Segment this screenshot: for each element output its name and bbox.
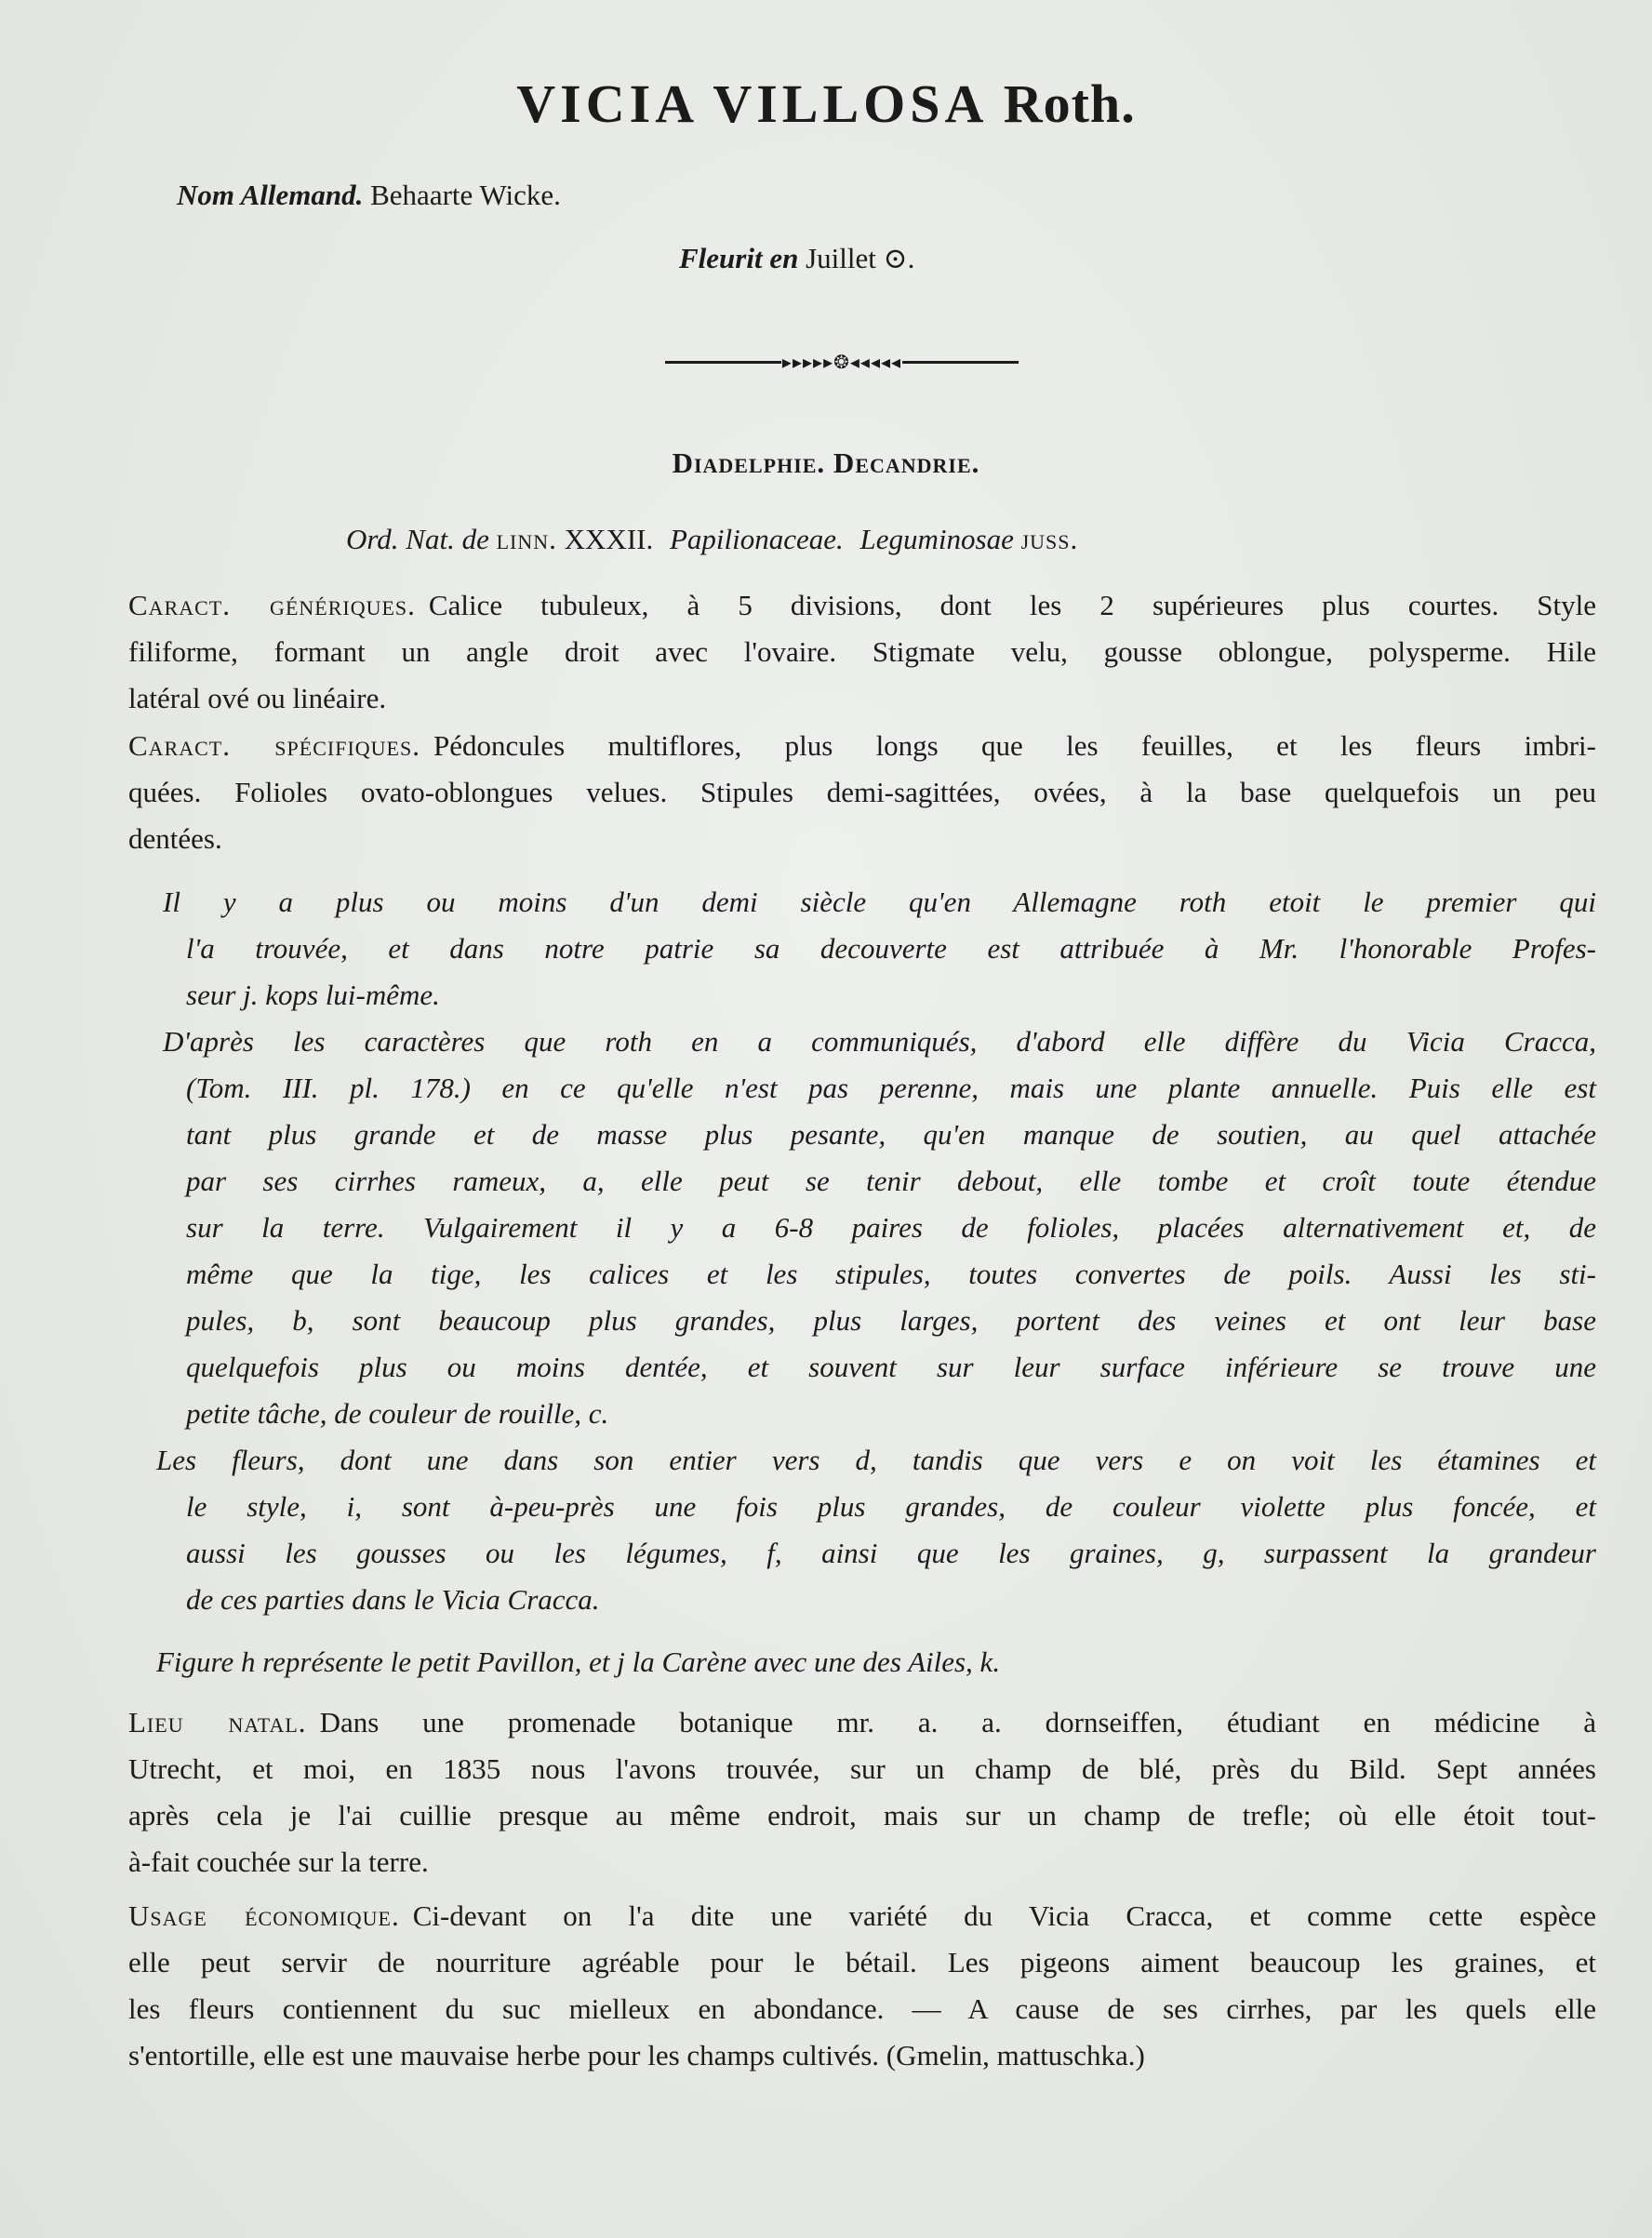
figure-paragraph bbox=[156, 1639, 1596, 1685]
generic-characters bbox=[128, 582, 1596, 722]
specific-line-1: Caract. spécifiques. Pédoncules multiflores, plus longs que les feuilles, et les fleurs imbri- bbox=[128, 729, 1596, 762]
p2-line-6: même que la tige, les calices et les stipules, toutes convertes de poils. Aussi les sti- bbox=[186, 1258, 1596, 1290]
order-juss: juss. bbox=[1020, 523, 1079, 555]
discovery-paragraph bbox=[163, 879, 1596, 1019]
natural-order bbox=[346, 521, 1078, 558]
p2-line-8: quelquefois plus ou moins dentée, et souvent sur leur surface inférieure se trouve une bbox=[186, 1351, 1596, 1383]
page-title bbox=[0, 73, 1652, 135]
order-linn: linn. bbox=[496, 523, 557, 555]
comparison-paragraph bbox=[163, 1019, 1596, 1437]
lieu-line-1: Lieu natal. Dans une promenade botanique mr. a. a. dornseiffen, étudiant en médicine à bbox=[128, 1706, 1596, 1738]
lieu-line-3: après cela je l'ai cuillie presque au même endroit, mais sur un champ de trefle; où elle étoit tout- bbox=[128, 1799, 1596, 1832]
flowering-time bbox=[679, 240, 914, 277]
p2-line-9: petite tâche, de couleur de rouille, c. bbox=[186, 1397, 609, 1430]
classification: Diadelphie. Decandrie. bbox=[672, 446, 980, 479]
german-name-value: Behaarte Wicke. bbox=[370, 179, 561, 211]
german-name bbox=[177, 177, 561, 214]
specific-line-3: dentées. bbox=[128, 822, 222, 855]
annual-symbol: ⊙. bbox=[883, 242, 915, 274]
lieu-line-2: Utrecht, et moi, en 1835 nous l'avons trouvée, sur un champ de blé, près du Bild. Sept années bbox=[128, 1752, 1596, 1785]
family-leguminosae: Leguminosae bbox=[859, 523, 1014, 555]
p2-line-1: D'après les caractères que roth en a communiqués, d'abord elle diffère du Vicia Cracca, bbox=[163, 1025, 1596, 1058]
p1-line-1: Il y a plus ou moins d'un demi siècle qu'en Allemagne roth etoit le premier qui bbox=[163, 886, 1596, 918]
lieu-line-4: à-fait couchée sur la terre. bbox=[128, 1845, 429, 1878]
p2-line-7: pules, b, sont beaucoup plus grandes, plus larges, portent des veines et ont leur base bbox=[186, 1304, 1596, 1337]
p3-line-1: Les fleurs, dont une dans son entier vers d, tandis que vers e on voit les étamines et bbox=[156, 1444, 1596, 1476]
flowering-label: Fleurit en bbox=[679, 242, 799, 274]
specific-line-2: quées. Folioles ovato-oblongues velues. Stipules demi-sagittées, ovées, à la base quelquefois un peu bbox=[128, 776, 1596, 808]
flowers-paragraph bbox=[156, 1437, 1596, 1623]
species-name: VICIA VILLOSA bbox=[516, 73, 986, 134]
german-name-label: Nom Allemand. bbox=[177, 179, 364, 211]
p2-line-2: (Tom. III. pl. 178.) en ce qu'elle n'est pas perenne, mais une plante annuelle. Puis elle est bbox=[186, 1072, 1596, 1104]
ornament-divider: ▸▸▸▸▸❂◂◂◂◂◂ bbox=[665, 349, 1019, 377]
economic-use bbox=[128, 1893, 1596, 2079]
usage-line-1: Usage économique. Ci-devant on l'a dite une variété du Vicia Cracca, et comme cette espèce bbox=[128, 1899, 1596, 1932]
species-author: Roth. bbox=[1003, 73, 1136, 134]
generic-line-2: filiforme, formant un angle droit avec l'ovaire. Stigmate velu, gousse oblongue, polysperme. Hile bbox=[128, 635, 1596, 668]
p3-line-4: de ces parties dans le Vicia Cracca. bbox=[186, 1583, 600, 1616]
generic-line-3: latéral ové ou linéaire. bbox=[128, 682, 387, 714]
p3-line-3: aussi les gousses ou les légumes, f, ainsi que les graines, g, surpassent la grandeur bbox=[186, 1537, 1596, 1569]
flowering-month: Juillet bbox=[806, 242, 876, 274]
p2-line-3: tant plus grande et de masse plus pesante, qu'en manque de soutien, au quel attachée bbox=[186, 1118, 1596, 1151]
order-prefix: Ord. Nat. de bbox=[346, 523, 489, 555]
usage-line-2: elle peut servir de nourriture agréable pour le bétail. Les pigeons aiment beaucoup les graines, et bbox=[128, 1946, 1596, 1978]
usage-line-4: s'entortille, elle est une mauvaise herbe pour les champs cultivés. (Gmelin, mattuschka.) bbox=[128, 2039, 1145, 2071]
p1-line-3: seur j. kops lui-même. bbox=[186, 979, 440, 1011]
specific-characters bbox=[128, 723, 1596, 862]
generic-line-1: Caract. génériques. Calice tubuleux, à 5 divisions, dont les 2 supérieures plus courtes. Style bbox=[128, 589, 1596, 621]
order-number: XXXII. bbox=[564, 523, 654, 555]
family-papilionaceae: Papilionaceae. bbox=[669, 523, 844, 555]
p2-line-5: sur la terre. Vulgairement il y a 6-8 paires de folioles, placées alternativement et, de bbox=[186, 1211, 1596, 1244]
p2-line-4: par ses cirrhes rameux, a, elle peut se tenir debout, elle tombe et croît toute étendue bbox=[186, 1165, 1596, 1197]
p4-line-1: Figure h représente le petit Pavillon, et j la Carène avec une des Ailes, k. bbox=[156, 1645, 1001, 1678]
native-location bbox=[128, 1699, 1596, 1885]
p1-line-2: l'a trouvée, et dans notre patrie sa decouverte est attribuée à Mr. l'honorable Profes- bbox=[186, 932, 1596, 965]
usage-line-3: les fleurs contiennent du suc mielleux en abondance. — A cause de ses cirrhes, par les quels elle bbox=[128, 1992, 1596, 2025]
p3-line-2: le style, i, sont à-peu-près une fois plus grandes, de couleur violette plus foncée, et bbox=[186, 1490, 1596, 1523]
